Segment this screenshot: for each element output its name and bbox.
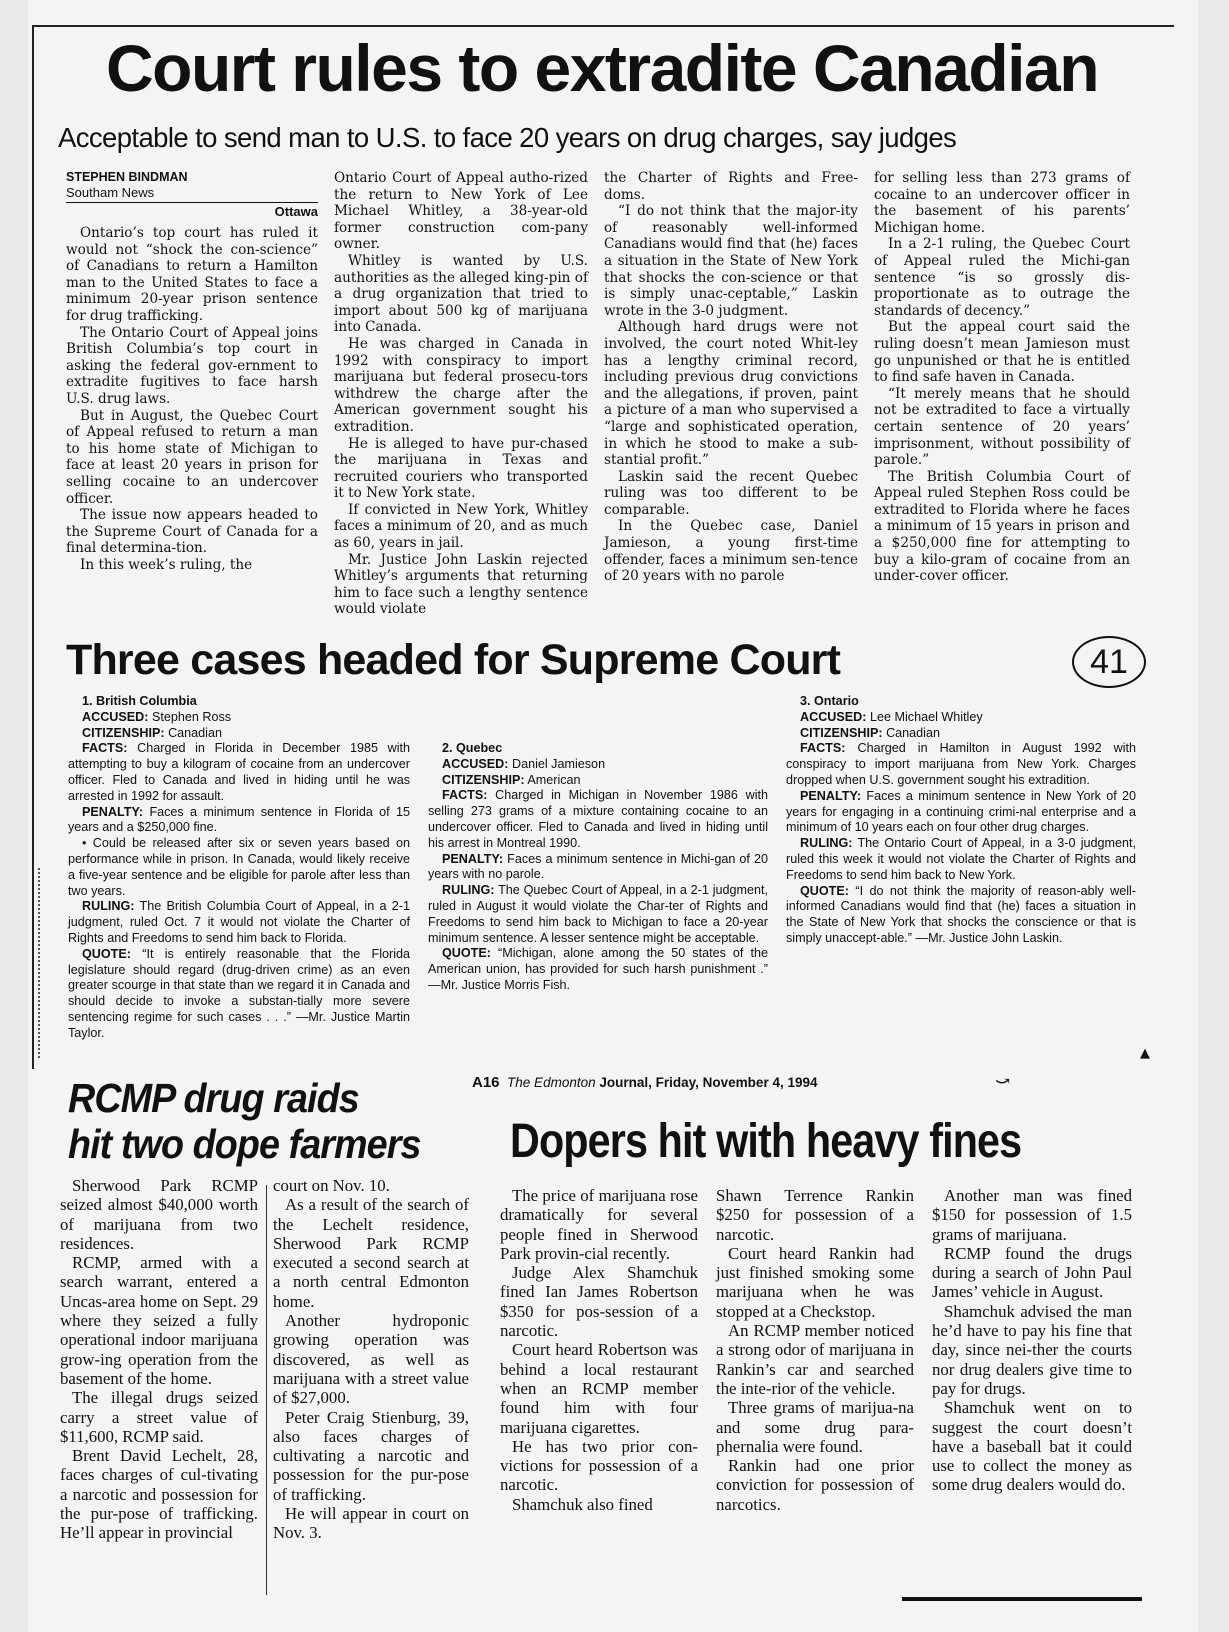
case-citizenship [428,773,768,789]
value: Charged in Florida in December 1985 with attempting to buy a kilogram of cocaine from an undercover officer. Fled to Canada and lived in hiding until he was arrested in 1992 for assault. [68,741,411,803]
case-facts [428,788,768,851]
paragraph: Shamchuk advised the man he’d have to pay his fine that day, since nei-ther the courts nor drug dealers give time to pay for drugs. [932,1301,1132,1398]
byline-author: STEPHEN BINDMAN [66,170,188,184]
clipping-edge [38,868,48,1058]
case-quote [68,947,410,1042]
label: CITIZENSHIP: [800,725,883,740]
paragraph: “It merely means that he should not be extradited to face a virtually certain sentence of 20 years’ imprisonment, without possibility of parole.” [874,385,1130,469]
label: FACTS: [800,741,846,756]
article2-column-1 [60,1176,258,1543]
value: The Ontario Court of Appeal, in a 3-0 judgment, ruled this week it would not violate the Charter of Rights and Freedoms to send him back to New York. [786,836,1136,882]
paragraph: The price of marijuana rose dramatically for several people fined in Sherwood Park provin-cial recently. [500,1186,698,1263]
paragraph: Laskin said the recent Quebec ruling was too different to be comparable. [604,468,858,518]
label: ACCUSED: [800,709,867,724]
article1-column-1 [66,170,318,573]
value: Canadian [168,725,222,740]
paragraph: Sherwood Park RCMP seized almost $40,000 worth of marijuana from two residences. [60,1176,258,1253]
label: QUOTE: [800,883,849,898]
handwritten-circled-number: 41 [1072,636,1146,688]
value: Charged in Hamilton in August 1992 with conspiracy to import marijuana from New York. Charges dropped when U.S. government sought his extradition. [786,741,1136,787]
case-citizenship [786,726,1136,742]
paragraph: Another man was fined $150 for possession of 1.5 grams of marijuana. [932,1186,1132,1244]
value: Stephen Ross [151,709,232,724]
paragraph: But the appeal court said the ruling doesn’t mean Jamieson must go unpunished or that he is entitled to find safe haven in Canada. [874,319,1130,386]
paragraph: Although hard drugs were not involved, the court noted Whit-ley has a lengthy criminal record, including previous drug convictions and the allegations, if proven, paint a picture of a man who supervised a “large and sophisticated operation, in which he stood to make a sub-stantial profit.” [604,319,858,469]
case-title: 3. Ontario [800,694,859,708]
case-accused [68,710,410,726]
corner-mark-icon: ▲ [1140,1046,1150,1061]
value: Faces a minimum sentence in Florida of 15 years and a $250,000 fine. [68,804,410,835]
label: ACCUSED: [442,756,509,771]
article3-column-1 [500,1186,698,1514]
value: “It is entirely reasonable that the Florida legislature should regard (drug-driven crime) as an even greater scourge in that state than we regard it in Canada and should decide to invoke a substan-tially more severe sentencing regime for such cases . . .” —Mr. Justice Martin Taylor. [68,946,411,1040]
paragraph: But in August, the Quebec Court of Appeal refused to return a man to his home state of Michigan to face at least 20 years in prison for selling cocaine to an undercover officer. [66,407,318,507]
label: PENALTY: [82,804,144,819]
paragraph: RCMP found the drugs during a search of John Paul James’ vehicle in August. [932,1243,1132,1302]
case-title: 2. Quebec [442,741,503,755]
article3-column-3 [932,1186,1132,1495]
paragraph: He is alleged to have pur-chased the marijuana in Texas and recruited couriers who transported it to New York state. [334,435,588,502]
hand-drawn-arrow-icon: ⤻ [995,1071,1011,1092]
paragraph: court on Nov. 10. [273,1176,390,1195]
case-penalty-extra [68,836,410,899]
article3-column-2 [716,1186,914,1514]
paragraph: If convicted in New York, Whitley faces a minimum of 20, and as much as 60, years in jail. [334,501,588,552]
label: RULING: [442,883,495,898]
label: RULING: [82,899,135,914]
case-quote [428,946,768,993]
label: ACCUSED: [82,709,149,724]
value: Could be released after six or seven years based on performance while in prison. In Canada, would likely receive a five-year sentence and be eligible for parole after less than two years. [68,836,410,898]
paragraph: He was charged in Canada in 1992 with conspiracy to import marijuana but federal prosecu-tors withdrew the charge after the American government sought his extradition. [334,335,588,435]
case-citizenship [68,726,410,742]
case-facts [68,741,410,804]
label: PENALTY: [442,851,504,866]
case-accused [786,710,1136,726]
paragraph: Shamchuk also fined [512,1494,653,1514]
paragraph: Ontario Court of Appeal autho-rized the return to New York of Lee Michael Whitley, a 38-year-old former construction com-pany owner. [334,170,588,253]
paragraph: The illegal drugs seized carry a street value of $11,600, RCMP said. [60,1388,258,1446]
value: “I do not think the majority of reason-ably well-informed Canadians would find that (he) faces a situation in the State of New York that shocks the conscience or that is simply unaccept-able.” —Mr. Justice John Laskin. [786,883,1137,945]
dateline: Ottawa [274,204,318,219]
case-british-columbia [68,694,410,1042]
paragraph: He has two prior con-victions for possession of a narcotic. [500,1436,698,1495]
paragraph: The Ontario Court of Appeal joins British Columbia’s top court in asking the federal gov-ernment to extradite fugitives to face harsh U.S. drug laws. [66,324,318,407]
value: Faces a minimum sentence in New York of 20 years for engaging in a continuing crimi-nal enterprise and a minimum of 10 years each on four other drug charges. [786,788,1136,835]
value: American [527,772,581,787]
paragraph: An RCMP member noticed a strong odor of marijuana in Rankin’s car and searched the inte-rior of the vehicle. [716,1321,914,1398]
value: “Michigan, alone among the 50 states of the American union, has provided for such harsh punishment .” —Mr. Justice Morris Fish. [428,946,769,992]
paragraph: Mr. Justice John Laskin rejected Whitley’s arguments that returning him to face such a lengthy sentence would violate [334,551,588,618]
page-footer [472,1073,992,1093]
page-number: A16 [472,1074,500,1091]
paragraph: Whitley is wanted by U.S. authorities as the alleged king-pin of a drug organization that tried to import about 500 kg of marijuana into Canada. [334,252,588,336]
paragraph: Judge Alex Shamchuk fined Ian James Robertson $350 for pos-session of a narcotic. [500,1263,698,1341]
case-penalty [68,805,410,837]
article1-column-4 [874,170,1130,585]
value: Charged in Michigan in November 1986 with selling 273 grams of a mixture containing cocaine to an undercover officer. Fled to Canada and lived in hiding until his arrest in Montreal 1990. [428,788,768,850]
label: CITIZENSHIP: [82,725,165,740]
paragraph: the Charter of Rights and Free-doms. [604,170,858,203]
paragraph: In a 2-1 ruling, the Quebec Court of Appeal ruled the Michi-gan sentence “is so grossly dis-proportionate as to outrage the standards of decency.” [874,236,1130,319]
value: Canadian [886,725,940,740]
label: PENALTY: [800,788,862,803]
paragraph: Peter Craig Stienburg, 39, also faces charges of cultivating a narcotic and possession for the pur-pose of trafficking. [273,1407,469,1504]
label: QUOTE: [82,946,131,961]
bullet-icon: • [82,836,93,851]
byline-org: Southam News [66,185,318,203]
headline-rcmp-drug-raids [68,1075,454,1167]
paragraph: for selling less than 273 grams of cocaine to an undercover officer in the basement of his parents’ Michigan home. [874,170,1130,236]
paragraph: RCMP, armed with a search warrant, entered a Uncas-area home on Sept. 29 where they seized a fully operational indoor marijuana grow-ing operation from the basement of the home. [60,1253,258,1388]
subheadline-deck: Acceptable to send man to U.S. to face 20 years on drug charges, say judges [58,122,957,153]
case-ontario [786,694,1136,947]
publication-date: Friday, November 4, 1994 [655,1075,818,1090]
case-quote [786,884,1136,947]
paragraph: Three grams of marijua-na and some drug para-phernalia were found. [716,1398,914,1456]
label: FACTS: [82,741,128,756]
headline-court-rules: Court rules to extradite Canadian [105,31,1099,105]
paragraph: Another hydroponic growing operation was discovered, as well as marijuana with a street value of $27,000. [273,1311,469,1408]
headline-three-cases: Three cases headed for Supreme Court [66,636,841,684]
article1-column-2 [334,170,588,618]
label: FACTS: [442,788,488,803]
paragraph: Shamchuk went on to suggest the court doesn’t have a baseball bat it could use to collect the money as some drug dealers would do. [932,1398,1132,1495]
publication-name: The Edmonton [507,1075,596,1090]
value: Faces a minimum sentence in Michi-gan of 20 years with no parole. [428,851,768,882]
article1-column-3 [604,170,858,585]
paragraph: He will appear in court on Nov. 3. [273,1504,469,1543]
paragraph: Court heard Robertson was behind a local restaurant when an RCMP member found him with four marijuana cigarettes. [500,1340,698,1437]
publication-name-bold: Journal, [599,1075,652,1090]
headline-line: hit two dope farmers [68,1121,421,1167]
case-ruling [428,883,768,946]
paragraph: In this week’s ruling, the [80,556,253,573]
value: The British Columbia Court of Appeal, in a 2-1 judgment, ruled Oct. 7 it would not violate the Charter of Rights and Freedoms to send him back to Florida. [68,899,410,945]
paragraph: The issue now appears headed to the Supreme Court of Canada for a final determina-tion. [66,507,318,557]
case-quebec [428,694,768,994]
label: CITIZENSHIP: [442,772,525,787]
case-facts [786,741,1136,788]
paragraph: Court heard Rankin had just finished smoking some marijuana when he was stopped at a Checkstop. [716,1243,914,1321]
label: RULING: [800,836,853,851]
article2-column-2 [273,1176,469,1543]
case-accused [428,757,768,773]
case-penalty [786,789,1136,836]
case-penalty [428,852,768,884]
paragraph: In the Quebec case, Daniel Jamieson, a young first-time offender, faces a minimum sen-tence of 20 years with no parole [604,518,858,585]
paragraph: “I do not think that the major-ity of reasonably well-informed Canadians would find that (he) faces a situation in the State of New York that shocks the con-science or that is simply unac-ceptable,” Laskin wrote in the 3-0 judgment. [604,203,858,319]
case-ruling [68,899,410,946]
label: QUOTE: [442,946,491,961]
paragraph: The British Columbia Court of Appeal ruled Stephen Ross could be extradited to Florida where he faces a minimum of 15 years in prison and a $250,000 fine for attempting to buy a kilo-gram of cocaine from an under-cover officer. [874,468,1130,585]
column-divider [266,1185,267,1595]
headline-line: RCMP drug raids [68,1075,359,1121]
paragraph: Brent David Lechelt, 28, faces charges of cul-tivating a narcotic and possession for the pur-pose of trafficking. He’ll appear in provincial [60,1446,258,1543]
paragraph: Ontario’s top court has ruled it would not “shock the con-science” of Canadians to return a Hamilton man to the United States to face a minimum 20-year prison sentence for drug trafficking. [66,225,318,324]
case-ruling [786,836,1136,883]
paragraph: Shawn Terrence Rankin $250 for possession of a narcotic. [716,1186,914,1244]
headline-dopers-fines: Dopers hit with heavy fines [510,1115,1022,1168]
paragraph: As a result of the search of the Lechelt residence, Sherwood Park RCMP executed a second search at a north central Edmonton home. [273,1195,469,1311]
case-title: 1. British Columbia [82,694,197,708]
value: Daniel Jamieson [511,756,606,771]
value: The Quebec Court of Appeal, in a 2-1 judgment, ruled in August it would violate the Char-ter of Rights and Freedoms to send him back to Michigan to face a 20-year minimum sentence. A lesser sentence might be acceptable. [428,883,768,945]
value: Lee Michael Whitley [869,709,983,724]
paragraph: Rankin had one prior conviction for possession of narcotics. [716,1456,914,1514]
bottom-rule [902,1597,1142,1601]
